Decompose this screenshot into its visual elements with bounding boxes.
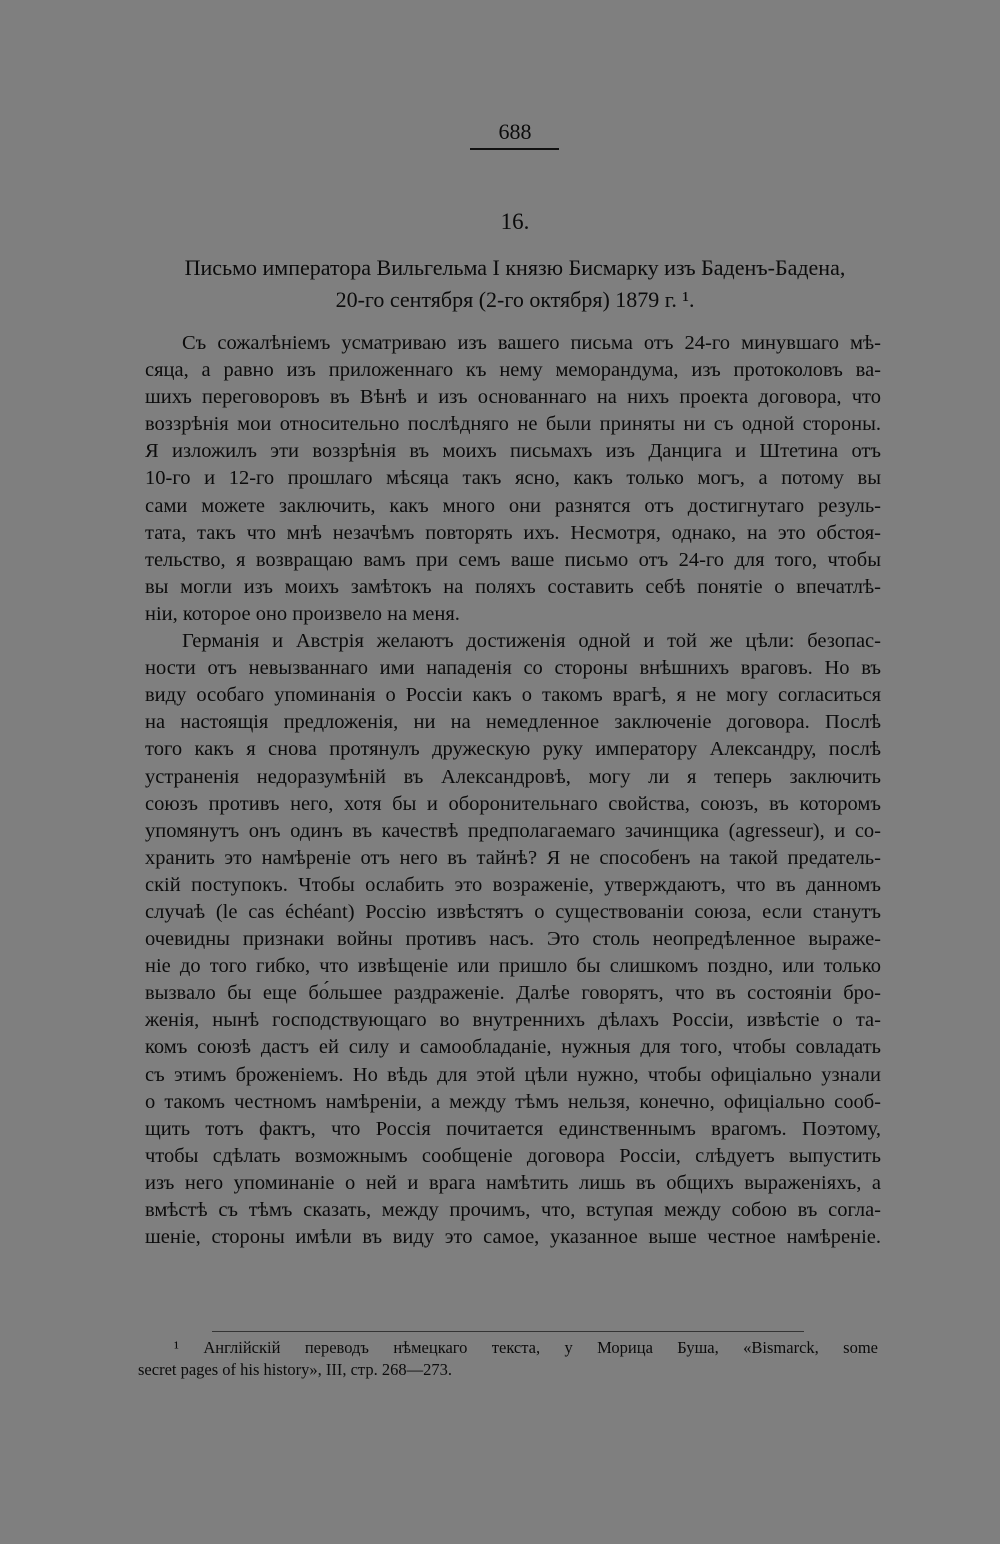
footnote-line: secret pages of his history», III, стр. 268—273. bbox=[138, 1360, 452, 1379]
page-number-rule bbox=[470, 148, 559, 150]
text-line: случаѣ (le cas échéant) Россію извѣстятъ о существованіи союза, если станутъ bbox=[145, 900, 881, 923]
text-line: очевидны признаки войны противъ насъ. Это столь неопредѣленное выраже- bbox=[145, 928, 881, 951]
text-line: Я изложилъ эти воззрѣнія въ моихъ письмахъ изъ Данцига и Штетина отъ bbox=[145, 440, 881, 463]
text-line: вызвало бы еще бо́льшее раздраженіе. Далѣе говорятъ, что въ состояніи бро- bbox=[145, 982, 881, 1005]
text-line: комъ союзѣ дастъ ей силу и самообладаніе, нужныя для того, чтобы совладать bbox=[145, 1036, 881, 1059]
text-line: съ этимъ броженіемъ. Но вѣдь для этой цѣли нужно, чтобы офиціально узнали bbox=[145, 1063, 881, 1086]
text-line: ности отъ невызваннаго ими нападенія со стороны внѣшнихъ враговъ. Но въ bbox=[145, 657, 881, 680]
text-line: изъ него упоминаніе о ней и врага намѣтить лишь въ общихъ выраженіяхъ, а bbox=[145, 1171, 881, 1194]
paragraph bbox=[145, 330, 881, 628]
text-line: вмѣстѣ съ тѣмъ сказать, между прочимъ, что, вступая между собою въ согла- bbox=[145, 1199, 881, 1221]
page-number: 688 bbox=[498, 119, 532, 144]
footnote bbox=[138, 1337, 878, 1381]
document-title bbox=[150, 252, 880, 316]
text-line: ніе до того гибко, что извѣщеніе или пришло бы слишкомъ поздно, или только bbox=[145, 955, 881, 978]
text-line: ніи, которое оно произвело на меня. bbox=[145, 602, 460, 625]
text-line: устраненія недоразумѣній въ Александровѣ, могу ли я теперь заключить bbox=[145, 765, 881, 788]
title-line: 20-го сентября (2-го октября) 1879 г. ¹. bbox=[335, 287, 695, 312]
letter-body bbox=[145, 330, 881, 1251]
text-line: союзъ противъ него, хотя бы и оборонительнаго свойства, союзъ, въ которомъ bbox=[145, 792, 881, 815]
document-number: 16. bbox=[500, 209, 530, 234]
text-line: виду особаго упоминанія о Россіи какъ о такомъ врагѣ, я не могу согласиться bbox=[145, 684, 881, 707]
text-line: шеніе, стороны имѣли въ виду это самое, указанное выше честное намѣреніе. bbox=[145, 1226, 881, 1249]
text-line: щить тотъ фактъ, что Россія почитается единственнымъ врагомъ. Поэтому, bbox=[145, 1117, 881, 1140]
footnote-line: ¹ Англійскій переводъ нѣмецкаго текста, у Морица Буша, «Bismarck, some bbox=[174, 1338, 878, 1357]
text-line: вы могли изъ моихъ замѣтокъ на поляхъ составить себѣ понятіе о впечатлѣ- bbox=[145, 575, 881, 598]
text-line: на настоящія предложенія, ни на немедленное заключеніе договора. Послѣ bbox=[145, 711, 881, 734]
text-line: сяца, а равно изъ приложеннаго къ нему меморандума, изъ протоколовъ ва- bbox=[145, 359, 881, 382]
title-line: Письмо императора Вильгельма I князю Бисмарку изъ Баденъ-Бадена, bbox=[184, 255, 846, 280]
text-line: скій поступокъ. Чтобы ослабить это возраженіе, утверждаютъ, что въ данномъ bbox=[145, 873, 881, 896]
footnote-divider bbox=[212, 1331, 804, 1332]
text-line: тельство, я возвращаю вамъ при семъ ваше письмо отъ 24-го для того, чтобы bbox=[145, 548, 881, 571]
text-line: шихъ переговоровъ въ Вѣнѣ и изъ основаннаго на нихъ проекта договора, что bbox=[145, 386, 881, 409]
text-line: женія, нынѣ господствующаго во внутреннихъ дѣлахъ Россіи, извѣстіе о та- bbox=[145, 1009, 881, 1032]
text-line: тата, такъ что мнѣ незачѣмъ повторять ихъ. Несмотря, однако, на это обстоя- bbox=[145, 521, 881, 544]
text-line: воззрѣнія мои относительно послѣдняго не были приняты ни съ одной стороны. bbox=[145, 413, 881, 436]
text-line: 10-го и 12-го прошлаго мѣсяца такъ ясно, какъ только могъ, а потому вы bbox=[145, 467, 881, 490]
text-line: Съ сожалѣніемъ усматриваю изъ вашего письма отъ 24-го минувшаго мѣ- bbox=[182, 332, 881, 354]
text-line: Германія и Австрія желаютъ достиженія одной и той же цѣли: безопас- bbox=[182, 630, 881, 653]
paragraph bbox=[145, 628, 881, 1251]
text-line: того какъ я снова протянулъ дружескую руку императору Александру, послѣ bbox=[145, 738, 881, 761]
text-line: о такомъ честномъ намѣреніи, а между тѣмъ нельзя, конечно, офиціально сооб- bbox=[145, 1090, 881, 1113]
text-line: хранить это намѣреніе отъ него въ тайнѣ? Я не способенъ на такой предатель- bbox=[145, 846, 881, 869]
text-line: сами можете заключить, какъ много они разнятся отъ достигнутаго резуль- bbox=[145, 494, 881, 517]
text-line: упомянутъ онъ одинъ въ качествѣ предполагаемаго зачинщика (agresseur), и со- bbox=[145, 819, 881, 842]
text-line: чтобы сдѣлать возможнымъ сообщеніе договора Россіи, слѣдуетъ выпустить bbox=[145, 1144, 881, 1167]
